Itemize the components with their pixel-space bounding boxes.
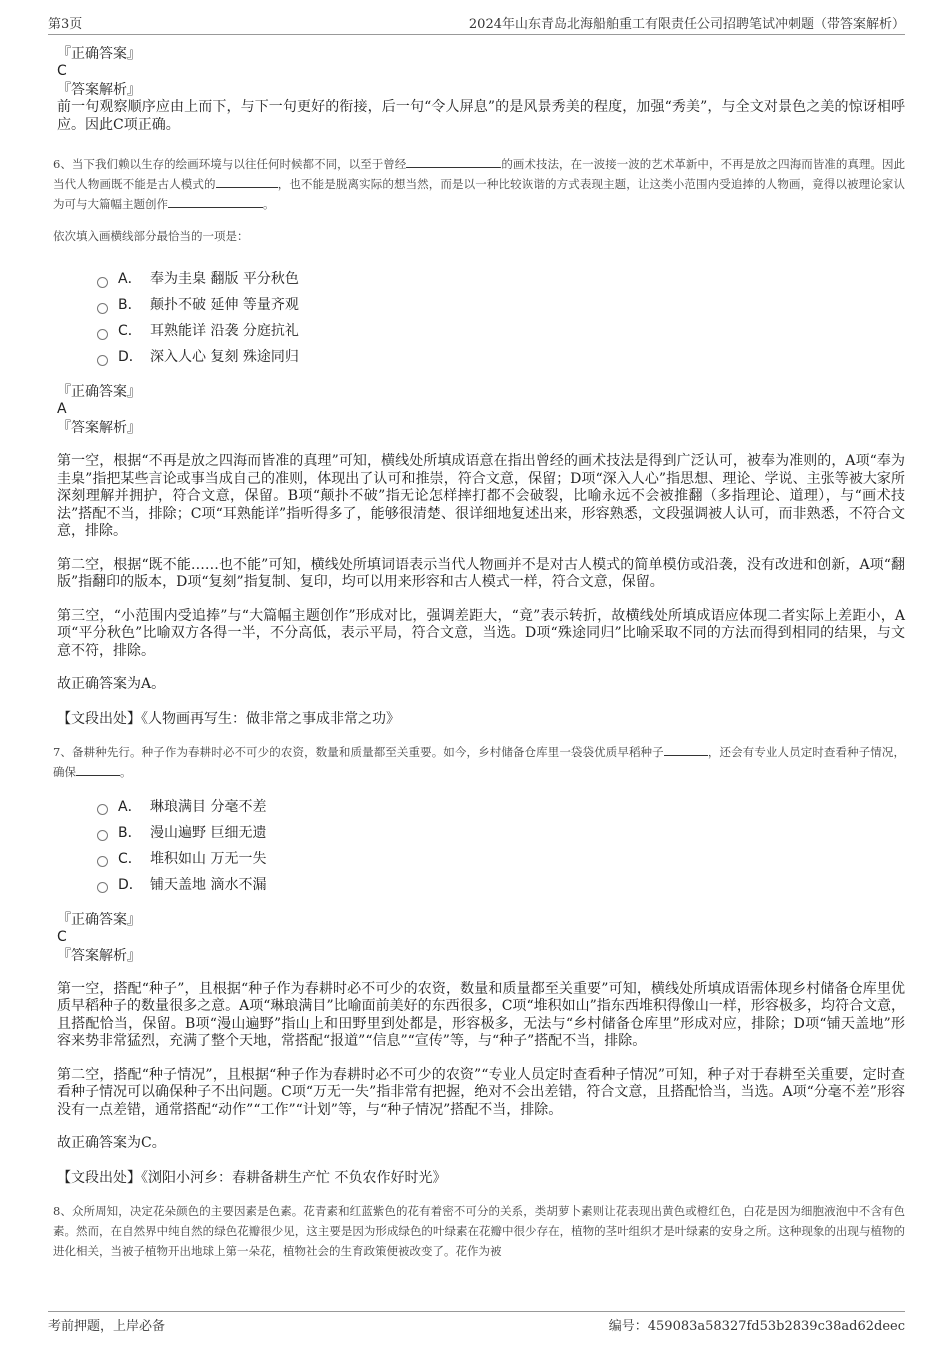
option-b[interactable] xyxy=(97,292,905,318)
correct-answer-label: 『正确答案』 xyxy=(57,911,141,928)
radio-button[interactable] xyxy=(97,830,108,841)
fill-blank xyxy=(406,155,501,168)
option-d[interactable] xyxy=(97,872,905,898)
analysis-paragraph: 第二空，根据“既不能……也不能”可知，横线处所填词语表示当代人物画并不是对古人模式的简单模仿或沿袭，没有改进和创新，A项“翻版”指翻印的版本，D项“复刻”指复制、复印，均可以用来形容和古人模式一样，符合文意，保留。 xyxy=(57,556,905,590)
analysis-paragraph: 第三空，“小范围内受追捧”与“大篇幅主题创作”形成对比，强调差距大，“竟”表示转折，故横线处所填成语应体现二者实际上差距小，A项“平分秋色”比喻双方各得一半，不分高低，表示平局，符合文意，当选。D项“殊途同归”比喻采取不同的方法而得到相同的结果，与文意不符，排除。 xyxy=(57,607,905,659)
option-text: 铺天盖地 滴水不漏 xyxy=(150,876,267,893)
document-id: 编号：459083a58327fd53b2839c38ad62deec xyxy=(608,1319,905,1334)
option-text: 漫山遍野 巨细无遗 xyxy=(150,824,267,841)
fill-blank xyxy=(76,763,120,776)
stem-text: 6、当下我们赖以生存的绘画环境与以往任何时候都不同，以至于曾经 xyxy=(53,157,407,171)
option-text: 颠扑不破 延伸 等量齐观 xyxy=(150,297,299,313)
question-stem xyxy=(53,742,905,782)
option-letter: D． xyxy=(118,876,143,893)
radio-button[interactable] xyxy=(97,882,108,893)
question-5-answer-section xyxy=(57,46,905,134)
answer-analysis-label: 『答案解析』 xyxy=(57,420,141,436)
stem-text: 。 xyxy=(120,764,132,779)
stem-text: ，还会有专业人员定时查看种子情况，确保 xyxy=(53,744,906,779)
option-letter: B． xyxy=(118,824,142,841)
option-list xyxy=(97,266,905,370)
fill-blank xyxy=(664,743,708,756)
radio-button[interactable] xyxy=(97,277,108,288)
question-7 xyxy=(53,742,906,1187)
option-letter: A． xyxy=(118,271,142,287)
option-text: 奉为圭臬 翻版 平分秋色 xyxy=(150,271,299,287)
answer-conclusion: 故正确答案为A。 xyxy=(57,676,166,692)
stem-text: ，也不能是脱离实际的想当然，而是以一种比较诙谐的方式表现主题，让这类小范围内受追捧的人物画，竟得以被理论家认为可与大篇幅主题创作 xyxy=(53,177,906,211)
option-letter: A． xyxy=(118,798,142,815)
option-b[interactable] xyxy=(97,820,905,846)
option-letter: D． xyxy=(118,349,143,365)
page-header xyxy=(48,12,905,35)
passage-source: 【文段出处】《浏阳小河乡：春耕备耕生产忙 不负农作好时光》 xyxy=(57,1169,447,1186)
option-c[interactable] xyxy=(97,846,905,872)
option-letter: C． xyxy=(118,323,142,339)
stem-text: 7、备耕种先行。种子作为春耕时必不可少的农资，数量和质量都至关重要。如今，乡村储备仓库里一袋袋优质早稻种子 xyxy=(53,744,664,759)
option-text: 琳琅满目 分毫不差 xyxy=(150,798,267,815)
correct-answer-label: 『正确答案』 xyxy=(57,384,141,400)
passage-source: 【文段出处】《人物画再写生：做非常之事成非常之功》 xyxy=(57,710,400,727)
option-list xyxy=(97,794,905,898)
option-d[interactable] xyxy=(97,344,905,370)
answer-analysis-label: 『答案解析』 xyxy=(57,947,141,964)
answer-analysis-label: 『答案解析』 xyxy=(57,82,141,98)
question-stem xyxy=(53,154,905,214)
option-letter: C． xyxy=(118,850,142,867)
radio-button[interactable] xyxy=(97,856,108,867)
option-c[interactable] xyxy=(97,318,905,344)
document-title: 2024年山东青岛北海船舶重工有限责任公司招聘笔试冲刺题（带答案解析） xyxy=(468,17,905,32)
option-a[interactable] xyxy=(97,266,905,292)
correct-answer-label: 『正确答案』 xyxy=(57,46,141,62)
analysis-paragraph: 第一空，根据“不再是放之四海而皆准的真理”可知，横线处所填成语意在指出曾经的画术技法是得到广泛认可，被奉为准则的，A项“奉为圭臬”指把某些言论或事当成自己的准则，体现出了认可和推崇，符合文意，保留；D项“深入人心”指思想、理论、学说、主张等被大家所深刻理解并拥护，符合文意，保留。B项“颠扑不破”指无论怎样摔打都不会破裂，比喻永远不会被推翻（多指理论、道理），与“画术技法”搭配不当，排除；C项“耳熟能详”指听得多了，能够很清楚、很详细地复述出来，形容熟悉，文段强调被人认可，而非熟悉，不符合文意，排除。 xyxy=(57,453,905,539)
correct-answer-value: C xyxy=(57,928,67,945)
option-text: 深入人心 复刻 殊途同归 xyxy=(150,349,299,365)
document-content xyxy=(53,46,906,1261)
fill-blank xyxy=(168,195,263,208)
fill-blank xyxy=(216,175,278,188)
correct-answer-value: C xyxy=(57,63,67,79)
question-stem: 8、众所周知，决定花朵颜色的主要因素是色素。花青素和红蓝紫色的花有着密不可分的关系，类胡萝卜素则让花表现出黄色或橙红色，白花是因为细胞液泡中不含有色素。然而，在自然界中纯自然的绿色花瓣很少见，这主要是因为形成绿色的叶绿素在花瓣中很少存在，植物的茎叶组织才是叶绿素的安身之所。这种现象的出现与植物的进化相关，当被子植物开出地球上第一朵花，植物社会的生育政策便被改变了。花作为被 xyxy=(53,1203,905,1258)
radio-button[interactable] xyxy=(97,303,108,314)
radio-button[interactable] xyxy=(97,329,108,340)
stem-text: 的画术技法，在一波接一波的艺术革新中，不再是放之四海而皆准的真理。因此当代人物画既不能是古人模式的 xyxy=(53,157,905,191)
option-letter: B． xyxy=(118,297,142,313)
footer-slogan: 考前押题，上岸必备 xyxy=(48,1319,166,1334)
option-a[interactable] xyxy=(97,794,905,820)
analysis-paragraph: 第一空，搭配“种子”，且根据“种子作为春耕时必不可少的农资，数量和质量都至关重要”可知，横线处所填成语需体现乡村储备仓库里优质早稻种子的数量很多之意。A项“琳琅满目”比喻面前美好的东西很多，C项“堆积如山”指东西堆积得像山一样，形容极多，均符合文意，且搭配恰当，保留。B项“漫山遍野”指山上和田野里到处都是，形容极多，无法与“乡村储备仓库里”形成对应，排除；D项“铺天盖地”形容来势非常猛烈，充满了整个天地，常搭配“报道”“信息”“宣传”等，与“种子”搭配不当，排除。 xyxy=(57,980,905,1049)
page-footer xyxy=(48,1311,905,1334)
radio-button[interactable] xyxy=(97,804,108,815)
page-number: 第3页 xyxy=(48,17,83,32)
analysis-paragraph: 第二空，搭配“种子情况”，且根据“种子作为春耕时必不可少的农资”“专业人员定时查看种子情况”可知，种子对于春耕至关重要，定时查看种子情况可以确保种子不出问题。C项“万无一失”指非常有把握，绝对不会出差错，符合文意，且搭配恰当，当选。A项“分毫不差”形容没有一点差错，通常搭配“动作”“工作”“计划”等，与“种子情况”搭配不当，排除。 xyxy=(57,1066,905,1118)
stem-text: 。 xyxy=(263,197,275,211)
radio-button[interactable] xyxy=(97,355,108,366)
option-text: 堆积如山 万无一失 xyxy=(150,850,267,867)
question-6 xyxy=(53,154,906,728)
analysis-paragraph: 前一句观察顺序应由上而下，与下一句更好的衔接，后一句“令人屏息”的是风景秀美的程度，加强“秀美”，与全文对景色之美的惊讶相呼应。因此C项正确。 xyxy=(57,99,905,133)
question-8 xyxy=(53,1201,905,1261)
question-prompt: 依次填入画横线部分最恰当的一项是： xyxy=(53,229,249,243)
correct-answer-value: A xyxy=(57,401,67,417)
option-text: 耳熟能详 沿袭 分庭抗礼 xyxy=(150,323,299,339)
answer-conclusion: 故正确答案为C。 xyxy=(57,1135,166,1151)
